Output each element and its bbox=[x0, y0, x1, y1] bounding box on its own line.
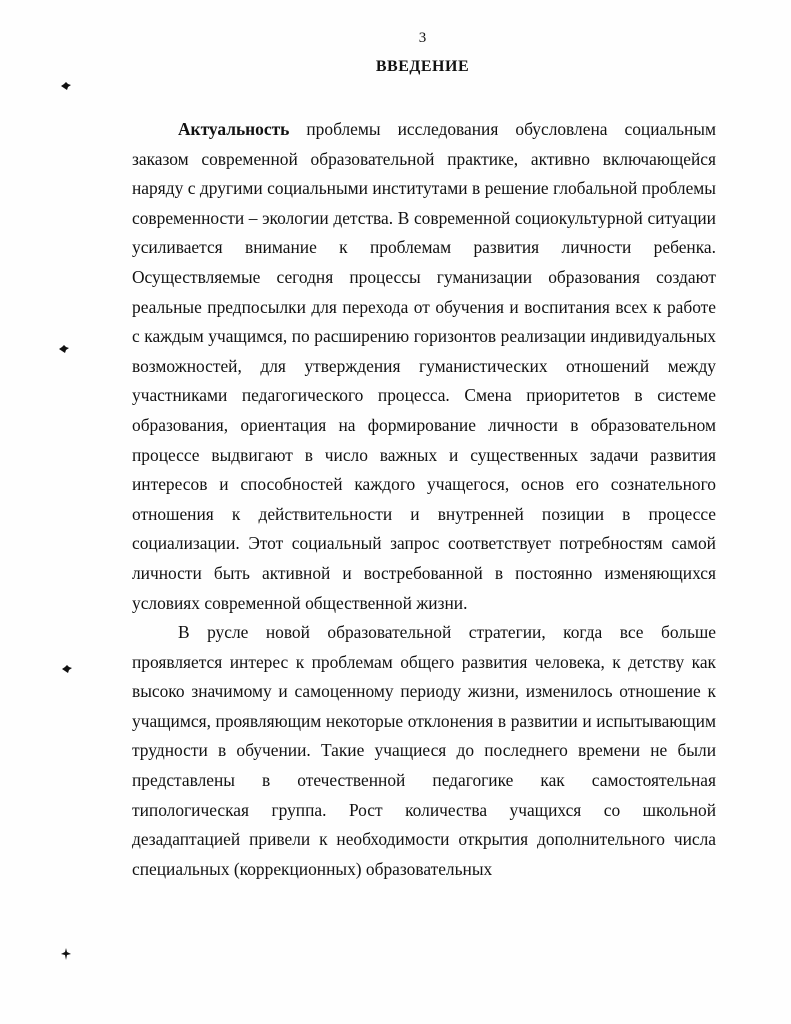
paragraph-1-lead: Актуальность bbox=[178, 119, 290, 139]
page-title: ВВЕДЕНИЕ bbox=[375, 58, 470, 75]
page-number: 3 bbox=[418, 30, 427, 46]
paragraph-2-text: В русле новой образовательной стратегии, когда все больше проявляется интерес к проблемам общего развития человека, к детству как высоко значимому и самоценному периоду жизни, изменилось отношение к учащимся, проявляющим некоторые отклонения в развитии и испытывающим трудности в обучении. Такие учащиеся до последнего времени не были представлены в отечественной педагогике как самостоятельная типологическая группа. Рост количества учащихся со школьной дезадаптацией привели к необходимости открытия дополнительного числа специальных (коррекционных) образовательных bbox=[132, 622, 716, 879]
body-text bbox=[132, 115, 716, 884]
paragraph-2 bbox=[132, 618, 716, 884]
binding-hole-mark-icon bbox=[60, 82, 70, 90]
binding-hole-mark-icon bbox=[61, 665, 71, 673]
binding-hole-mark-icon bbox=[58, 345, 68, 353]
paragraph-1 bbox=[132, 115, 716, 618]
paragraph-1-text: проблемы исследования обусловлена социальным заказом современной образовательной практике, активно включающейся наряду с другими социальными институтами в решение глобальной проблемы современности – экологии детства. В современной социокультурной ситуации усиливается внимание к проблемам развития личности ребенка. Осуществляемые сегодня процессы гуманизации образования создают реальные предпосылки для перехода от обучения и воспитания всех к работе с каждым учащимся, по расширению горизонтов реализации индивидуальных возможностей, для утверждения гуманистических отношений между участниками педагогического процесса. Смена приоритетов в системе образования, ориентация на формирование личности в образовательном процессе выдвигают в число важных и существенных задачи развития интересов и способностей каждого учащегося, основ его сознательного отношения к действительности и внутренней позиции в процессе социализации. Этот социальный запрос соответствует потребностям самой личности быть активной и востребованной в постоянно изменяющихся условиях современной общественной жизни. bbox=[132, 119, 716, 613]
binding-hole-mark-icon bbox=[60, 948, 70, 956]
